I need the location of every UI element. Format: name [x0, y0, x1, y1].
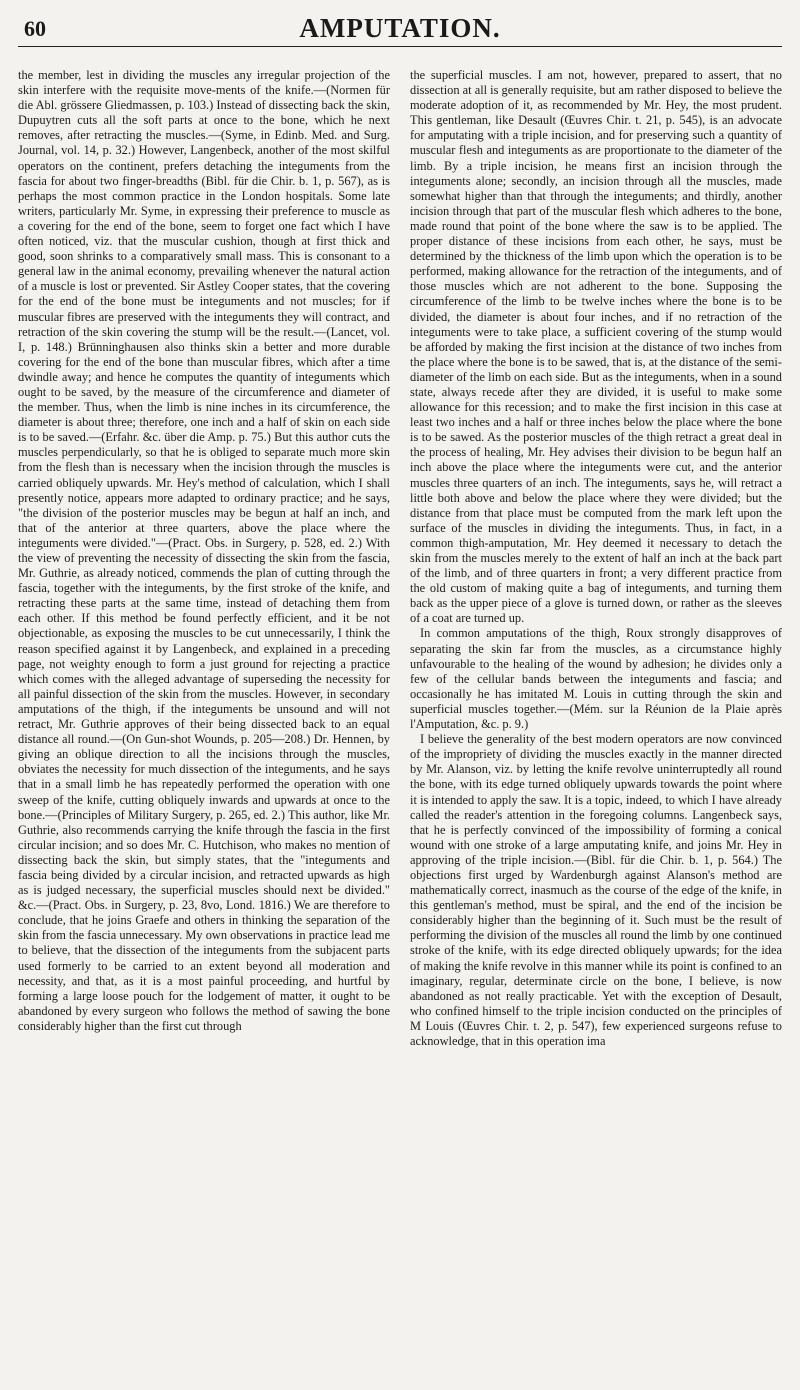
- right-column: [410, 68, 782, 1384]
- page-header: [18, 0, 782, 47]
- running-head: AMPUTATION.: [299, 13, 501, 43]
- text-columns: [18, 68, 782, 1384]
- left-column: [18, 68, 390, 1384]
- paragraph: I believe the generality of the best modern operators are now convinced of the impropriety of dividing the muscles exactly in the manner directed by Mr. Alanson, viz. by letting the knife revolve uninterruptedly all round the bone, with its edge turned obliquely upwards towards the point where it is intended to apply the saw. It is a topic, indeed, to which I have already called the reader's attention in the foregoing columns. Langenbeck says, that he is perfectly convinced of the impossibility of forming a conical wound with one stroke of a large amputating knife, and joins Mr. Hey in approving of the triple incision.—(Bibl. für die Chir. b. 1, p. 564.) The objections first urged by Wardenburgh against Alanson's method are mathematically correct, inasmuch as the course of the edge of the knife, in this gentleman's method, must be spiral, and the end of the incision be considerably higher than the beginning of it. Such must be the result of performing the division of the muscles all round the limb by one continued stroke of the knife, with its edge directed obliquely upwards; for the idea of making the knife revolve in this manner while its point is confined to an imaginary, regular, determinate circle on the bone, I believe, is now abandoned as not really practicable. Yet with the exception of Desault, who confined himself to the triple incision conducted on the principles of M Louis (Œuvres Chir. t. 2, p. 547), few experienced surgeons refuse to acknowledge, that in this operation ima: [410, 732, 782, 1048]
- paragraph: the member, lest in dividing the muscles any irregular projection of the skin interfere with the requisite move-ments of the knife.—(Normen für die Abl. grössere Gliedmassen, p. 103.) Instead of dissecting back the skin, Dupuytren cuts all the soft parts at once to the bone, which he next removes, after retracting the muscles.—(Syme, in Edinb. Med. and Surg. Journal, vol. 14, p. 32.) However, Langenbeck, another of the most skilful operators on the continent, prefers detaching the integuments from the fascia for about two finger-breadths (Bibl. für die Chir. b. 1, p. 567), as is perhaps the most common practice in the London hospitals. Some late writers, particularly Mr. Syme, in expressing their preference to muscle as a covering for the end of the bone, seem to forget one fact which I have often noticed, viz. that the muscular cushion, though at first thick and good, soon shrinks to a comparatively small mass. This is consonant to a general law in the animal economy, prevailing whenever the natural action of a muscle is lost or prevented. Sir Astley Cooper states, that the covering for the end of the bone must be integuments and not muscles; for if muscular fibres are preserved with the integuments they will contract, and retraction of the skin covering the stump will be the result.—(Lancet, vol. I, p. 148.) Brünninghausen also thinks skin a better and more durable covering for the end of the bone than muscular fibres, which after a time dwindle away; and hence he computes the quantity of integuments which ought to be saved, by the measure of the circumference and diameter of the member. Thus, when the limb is nine inches in its circumference, the diameter is about three; therefore, one inch and a half of skin on each side is to be saved.—(Erfahr. &c. über die Amp. p. 75.) But this author cuts the muscles perpendicularly, so that he is obliged to separate much more skin from the flesh than is necessary when the incision through the muscles is carried obliquely upwards. Mr. Hey's method of calculation, which I shall presently notice, appears more adapted to ordinary practice; and he says, "the division of the posterior muscles may be begun at half an inch, and that of the anterior at three quarters, above the place where the integuments were divided."—(Pract. Obs. in Surgery, p. 528, ed. 2.) With the view of preventing the necessity of dissecting the skin from the fascia, Mr. Guthrie, as already noticed, commends the plan of cutting through the fascia, together with the integuments, by the first stroke of the knife, and retracting these parts at the same time, instead of detaching them from each other. If this method be found perfectly efficient, and it be not objectionable, as exposing the muscles to be cut unnecessarily, I think the reason specified against it by Langenbeck, and explained in a preceding page, not weighty enough to form a just ground for rejecting a practice which comes with the alleged advantage of superseding the necessity for all painful dissection of the skin from the muscles. However, in secondary amputations of the thigh, if the integuments be unsound and will not retract, Mr. Guthrie approves of their being dissected back to an equal distance all round.—(On Gun-shot Wounds, p. 205—208.) Dr. Hennen, by giving an oblique direction to all the incisions through the muscles, obviates the necessity for much dissection of the integuments, and he says that in a small limb he has repeatedly performed the operation with one sweep of the knife, cutting obliquely inwards and upwards at once to the bone.—(Principles of Military Surgery, p. 265, ed. 2.) This author, like Mr. Guthrie, also recommends carrying the knife through the fascia in the first circular incision; and so does Mr. C. Hutchison, who makes no mention of dissecting back the skin, but simply states, that the "integuments and fascia being divided by a circular incision, and retracted upwards as high as is judged necessary, the superficial muscles should next be divided." &c.—(Pract. Obs. in Surgery, p. 23, 8vo, Lond. 1816.) We are therefore to conclude, that he joins Graefe and others in thinking the separation of the skin from the fascia unnecessary. My own observations in practice lead me to believe, that the dissection of the integuments from the subjacent parts used formerly to be carried to an extent beyond all moderation and necessity, and that, as it is a most painful proceeding, and hurtful by forming a large loose pouch for the lodgement of matter, it ought to be abandoned by every surgeon who follows the method of sawing the bone considerably higher than the first cut through: [18, 68, 390, 1033]
- page-number: 60: [24, 16, 46, 41]
- paragraph: the superficial muscles. I am not, however, prepared to assert, that no dissection at all is generally requisite, but am rather disposed to believe the moderate adoption of it, as recommended by Mr. Hey, the most prudent. This gentleman, like Desault (Œuvres Chir. t. 21, p. 545), is an advocate for amputating with a triple incision, and for preserving such a quantity of muscular flesh and integuments as are proportionate to the diameter of the limb. By a triple incision, he means first an incision through the integuments alone; secondly, an incision through all the muscles, made somewhat higher than that through the integuments; and thirdly, another incision through that part of the muscular flesh which adheres to the bone, made round that point of the bone where the saw is to be applied. The proper distance of these incisions from each other, he says, must be determined by the thickness of the limb upon which the operation is to be performed, making allowance for the retraction of the integuments, and of those muscles which are not adherent to the bone. Supposing the circumference of the limb to be twelve inches where the bone is to be divided, the diameter is about four inches, and if no retraction of the integuments were to take place, a sufficient covering of the stump would be afforded by making the first incision at the distance of two inches from the place where the bone is to be sawed, that is, at the distance of the semi-diameter of the limb on each side. But as the integuments, when in a sound state, always recede after they are divided, it is useful to make some allowance for this recession; and to make the first incision in this case at least two inches and a half or three inches below the place where the bone is to be sawed. As the posterior muscles of the thigh retract a great deal in the process of healing, Mr. Hey advises their division to be begun half an inch above the place where the integuments were cut, and the anterior muscles three quarters of an inch. The integuments, says he, will retract a little both above and below the place where they were divided; but the distance from that place must be computed from the mark left upon the surface of the muscles in dividing the integuments. Thus, in fact, in a common thigh-amputation, Mr. Hey deemed it necessary to detach the skin from the muscles merely to the extent of half an inch at the back part of the limb, and of three quarters in front; a very different practice from the old custom of making quite a bag of integuments, and turning them back as the upper piece of a glove is turned down, or rather as the sleeves of a coat are turned up.: [410, 68, 782, 626]
- paragraph: In common amputations of the thigh, Roux strongly disapproves of separating the skin far from the muscles, as a circumstance highly unfavourable to the healing of the wound by adhesion; he divides only a few of the cellular bands between the integuments and fascia; and occasionally he has imitated M. Louis in cutting through the skin and superficial muscles together.—(Mém. sur la Réunion de la Plaie après l'Amputation, &c. p. 9.): [410, 626, 782, 732]
